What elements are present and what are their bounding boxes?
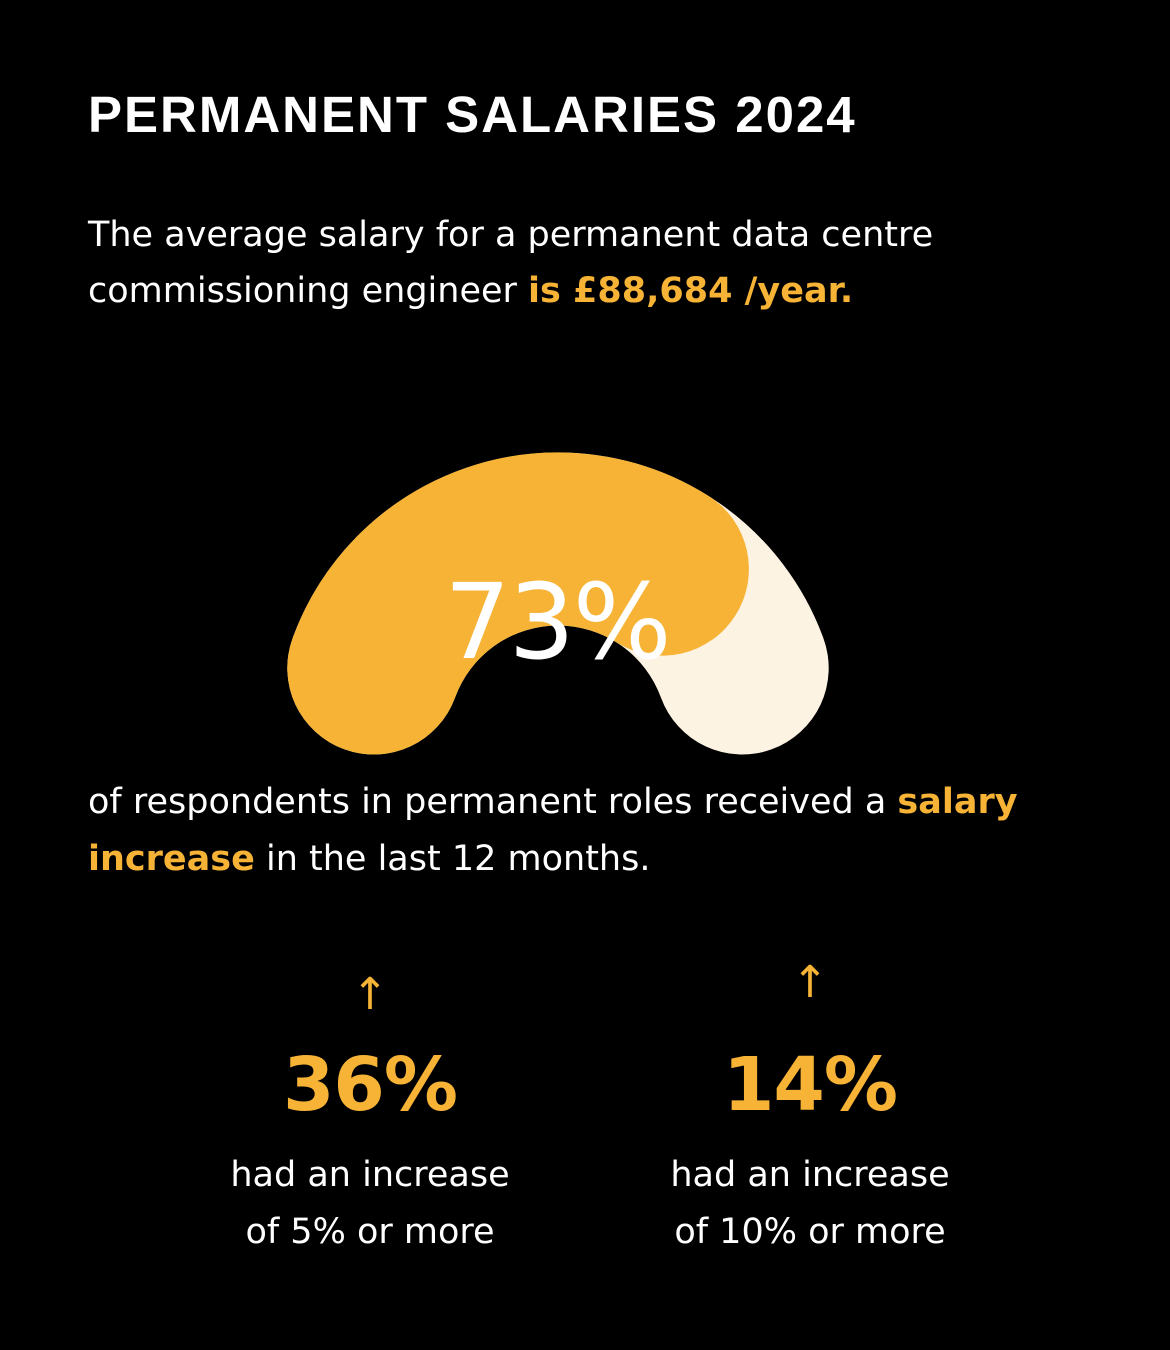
average-salary-highlight: is £88,684 /year. — [528, 271, 854, 311]
page-title: PERMANENT SALARIES 2024 — [88, 86, 857, 143]
stat-label — [160, 1147, 580, 1261]
stat-label-line-1: had an increase — [230, 1155, 510, 1195]
salary-increase-highlight: salary increase — [88, 782, 1018, 879]
gauge-value-label: 73% — [444, 561, 670, 683]
stat-value: 14% — [722, 1042, 898, 1128]
stat-label-line-1: had an increase — [670, 1155, 950, 1195]
arrow-up-icon: ↑ — [791, 957, 829, 1008]
stat-label — [600, 1147, 1020, 1261]
stat-value: 36% — [282, 1042, 458, 1128]
stat-label-line-2: of 5% or more — [245, 1212, 495, 1252]
stat-label-line-2: of 10% or more — [674, 1212, 946, 1252]
arrow-up-icon: ↑ — [351, 969, 389, 1020]
caption-part-2: in the last 12 months. — [254, 839, 651, 879]
gauge-caption — [88, 774, 1128, 888]
stat-increase-10-percent — [600, 957, 1020, 1261]
intro-body: The average salary for a permanent data centre commissioning engineer — [88, 215, 934, 311]
stat-increase-5-percent — [160, 965, 580, 1261]
caption-part-1: of respondents in permanent roles received a — [88, 782, 898, 822]
